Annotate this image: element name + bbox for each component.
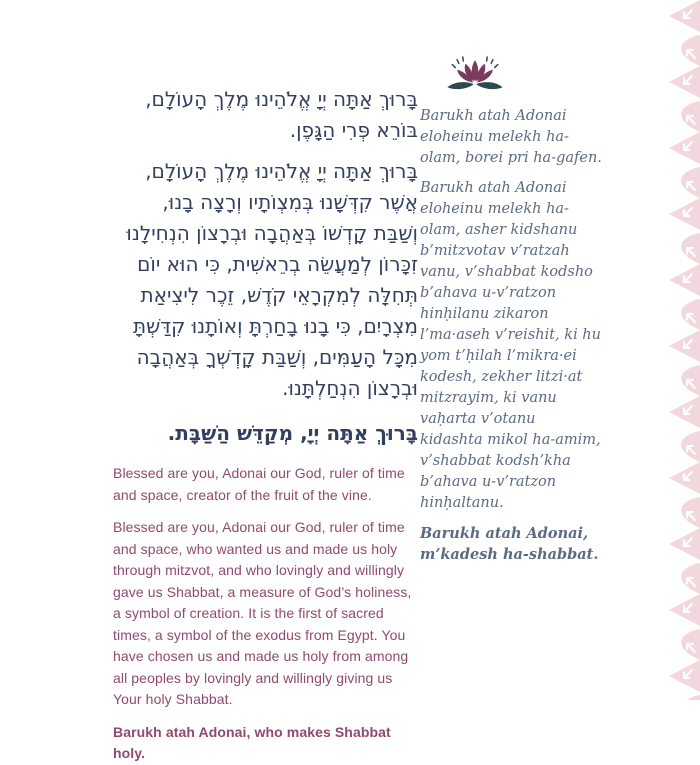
hebrew-and-translation-column bbox=[113, 84, 418, 765]
hebrew-blessing-wine: בָּרוּךְ אַתָּה יְיָ אֱלֹהֵינוּ מֶלֶךְ הָעוֹלָם, בּוֹרֵא פְּרִי הַגָּפֶן. bbox=[145, 87, 418, 142]
hebrew-closing-blessing: בָּרוּךְ אַתָּה יְיָ, מְקַדֵּשׁ הַשַּׁבָּת. bbox=[167, 421, 418, 445]
lotus-flower-icon bbox=[444, 54, 506, 96]
pink-arrow-petal-border bbox=[662, 0, 700, 700]
translation-paragraph-wine: Blessed are you, Adonai our God, ruler of time and space, creator of the fruit of the vine. bbox=[113, 465, 405, 503]
translation-paragraph-shabbat: Blessed are you, Adonai our God, ruler of time and space, who wanted us and made us holy through mitzvot, and who lovingly and willingly gave us Shabbat, a measure of God’s holiness, a symbol of creation. It is the first of sacred times, a symbol of the exodus from Egypt. You have chosen us and made us holy from among all peoples by lovingly and willingly giving us Your holy Shabbat. bbox=[113, 519, 412, 707]
hebrew-blessing-shabbat: בָּרוּךְ אַתָּה יְיָ אֱלֹהֵינוּ מֶלֶךְ הָעוֹלָם, אֲשֶׁר קִדְּשָׁנוּ בְּמִצְוֹתָיו וְרָצָה בָנוּ, וְשַׁבַּת קָדְשׁוֹ בְּאַהֲבָה וּבְרָצוֹן הִנְחִילָנוּ זִכָּרוֹן לְמַעֲשֵׂה בְרֵאשִׁית, כִּי הוּא יוֹם תְּחִלָּה לְמִקְרָאֵי קֹדֶשׁ, זֵכֶר לִיצִיאַת מִצְרָיִם, כִּי בָנוּ בָחַרְתָּ וְאוֹתָנוּ קִדַּשְׁתָּ מִכָּל הָעַמִּים, וְשַׁבַּת קָדְשְׁךָ בְּאַהֲבָה וּבְרָצוֹן הִנְחַלְתָּנוּ. bbox=[126, 159, 418, 400]
transliteration-column bbox=[420, 54, 602, 565]
translation-closing: Barukh atah Adonai, who makes Shabbat holy. bbox=[113, 723, 391, 761]
transliteration-closing: Barukh atah Adonai, m’kadesh ha-shabbat. bbox=[420, 525, 599, 563]
transliteration-paragraph-shabbat: Barukh atah Adonai eloheinu melekh ha-olam, asher kidshanu b’mitzvotav v’ratzah vanu, v’shabbat kodsho b’ahava u-v’ratzon hinḥilanu zikaron l’ma·aseh v’reishit, ki hu yom t’ḥilah l’mikra·ei kodesh, zekher litzi·at mitzrayim, ki vanu vaḥarta v’otanu kidashta mikol ha-amim, v’shabbat kodsh’kha b’ahava u-v’ratzon hinḥaltanu. bbox=[420, 180, 601, 511]
transliteration-paragraph-wine: Barukh atah Adonai eloheinu melekh ha-olam, borei pri ha-gafen. bbox=[420, 108, 602, 166]
